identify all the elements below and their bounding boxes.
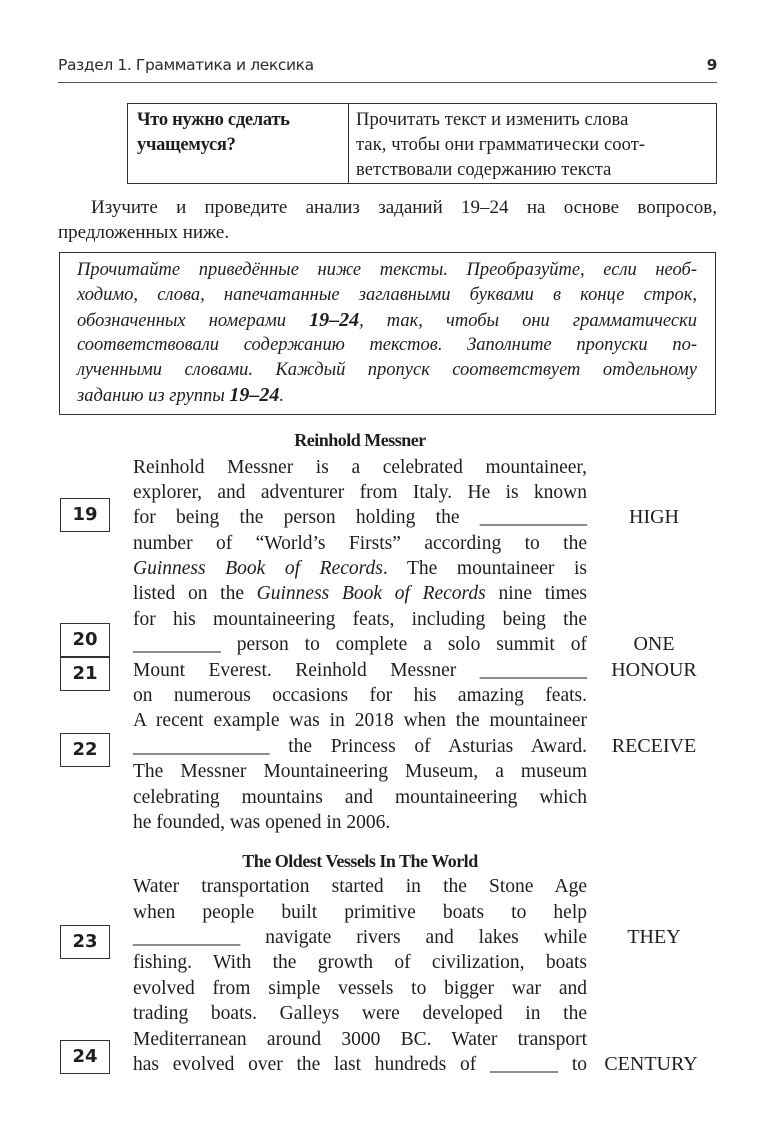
instruction-line: лученными словами. Каждый пропуск соответствует отдельному xyxy=(77,360,697,380)
text-line: when people built primitive boats to help xyxy=(133,902,587,923)
instruction-line xyxy=(77,383,697,409)
table-answer-cell xyxy=(356,108,706,183)
task-range: 19–24 xyxy=(229,384,280,406)
text-line: Water transportation started in the Stone Age xyxy=(133,876,587,897)
base-word: CENTURY xyxy=(604,1053,698,1075)
text-line xyxy=(133,581,587,606)
task-number-box: 22 xyxy=(60,733,110,767)
table-answer-line: ветствовали содержанию текста xyxy=(356,160,612,180)
book-title: Guinness Book of Records xyxy=(256,583,486,604)
text-line: he founded, was opened in 2006. xyxy=(133,812,391,833)
book-title: Guinness Book of Records xyxy=(133,558,383,579)
text-line: fishing. With the growth of civilization, boats xyxy=(133,952,587,973)
header-divider xyxy=(58,82,717,83)
text-line: Mediterranean around 3000 BC. Water transport xyxy=(133,1029,587,1050)
instruction-text: обозначенных номерами xyxy=(77,311,310,331)
intro-paragraph-line: Изучите и проведите анализ заданий 19–24 на основе вопросов, xyxy=(91,197,717,218)
task-number-box: 19 xyxy=(60,498,110,532)
table-answer-line: так, чтобы они грамматически соот- xyxy=(356,135,646,155)
instruction-text: заданию из группы xyxy=(77,386,230,406)
text-line: The Messner Mountaineering Museum, a museum xyxy=(133,761,587,782)
text-line: evolved from simple vessels to bigger war and xyxy=(133,978,587,999)
text-line: _________ person to complete a solo summit of xyxy=(133,634,587,655)
text-line: A recent example was in 2018 when the mountaineer xyxy=(133,710,587,731)
table-question-cell xyxy=(137,108,342,158)
instruction-box xyxy=(59,252,716,415)
text-line: Mount Everest. Reinhold Messner ___________ xyxy=(133,660,587,681)
task-number-box: 21 xyxy=(60,657,110,691)
text-fragment: listed on the xyxy=(133,583,257,604)
intro-paragraph-line: предложенных ниже. xyxy=(58,222,230,243)
section-title: Раздел 1. Грамматика и лексика xyxy=(58,56,314,74)
base-word: THEY xyxy=(627,926,681,948)
base-word: HONOUR xyxy=(611,659,697,681)
task-range: 19–24 xyxy=(309,309,360,331)
instruction-line: ходимо, слова, напечатанные заглавными буквами в конце строк, xyxy=(77,285,697,305)
text-line: ______________ the Princess of Asturias Award. xyxy=(133,736,587,757)
text-fragment: nine times xyxy=(485,583,587,604)
task-number-box: 23 xyxy=(60,925,110,959)
instruction-line xyxy=(77,308,697,334)
text-line: explorer, and adventurer from Italy. He is known xyxy=(133,482,587,503)
task-number-box: 24 xyxy=(60,1040,110,1074)
table-question-line: Что нужно сделать xyxy=(137,110,290,130)
text-line: has evolved over the last hundreds of _______ to xyxy=(133,1054,587,1075)
instruction-text: , так, чтобы они грамматически xyxy=(359,311,697,331)
text-line: ___________ navigate rivers and lakes while xyxy=(133,927,587,948)
text-fragment: . The mountaineer is xyxy=(382,558,587,579)
text-line xyxy=(133,556,587,581)
text-line: on numerous occasions for his amazing feats. xyxy=(133,685,587,706)
table-question-line: учащемуся? xyxy=(137,135,236,155)
text-line: number of “World’s Firsts” according to the xyxy=(133,533,587,554)
table-answer-line: Прочитать текст и изменить слова xyxy=(356,110,629,130)
text-line: Reinhold Messner is a celebrated mountaineer, xyxy=(133,457,587,478)
text-title: Reinhold Messner xyxy=(294,430,426,450)
instruction-line: соответствовали содержанию текстов. Заполните пропуски по- xyxy=(77,335,697,355)
instruction-text: . xyxy=(279,386,284,406)
task-number-box: 20 xyxy=(60,623,110,657)
table-column-divider xyxy=(348,104,349,183)
base-word: HIGH xyxy=(629,506,679,528)
text-line: celebrating mountains and mountaineering which xyxy=(133,787,587,808)
text-line: for being the person holding the ___________ xyxy=(133,507,587,528)
text-line: for his mountaineering feats, including being the xyxy=(133,609,587,630)
base-word: RECEIVE xyxy=(611,735,697,757)
text-title: The Oldest Vessels In The World xyxy=(242,851,478,871)
page-number: 9 xyxy=(706,56,717,74)
instruction-line: Прочитайте приведённые ниже тексты. Преобразуйте, если необ- xyxy=(77,260,697,280)
task-table xyxy=(127,103,717,184)
base-word: ONE xyxy=(633,633,675,655)
text-line: trading boats. Galleys were developed in the xyxy=(133,1003,587,1024)
